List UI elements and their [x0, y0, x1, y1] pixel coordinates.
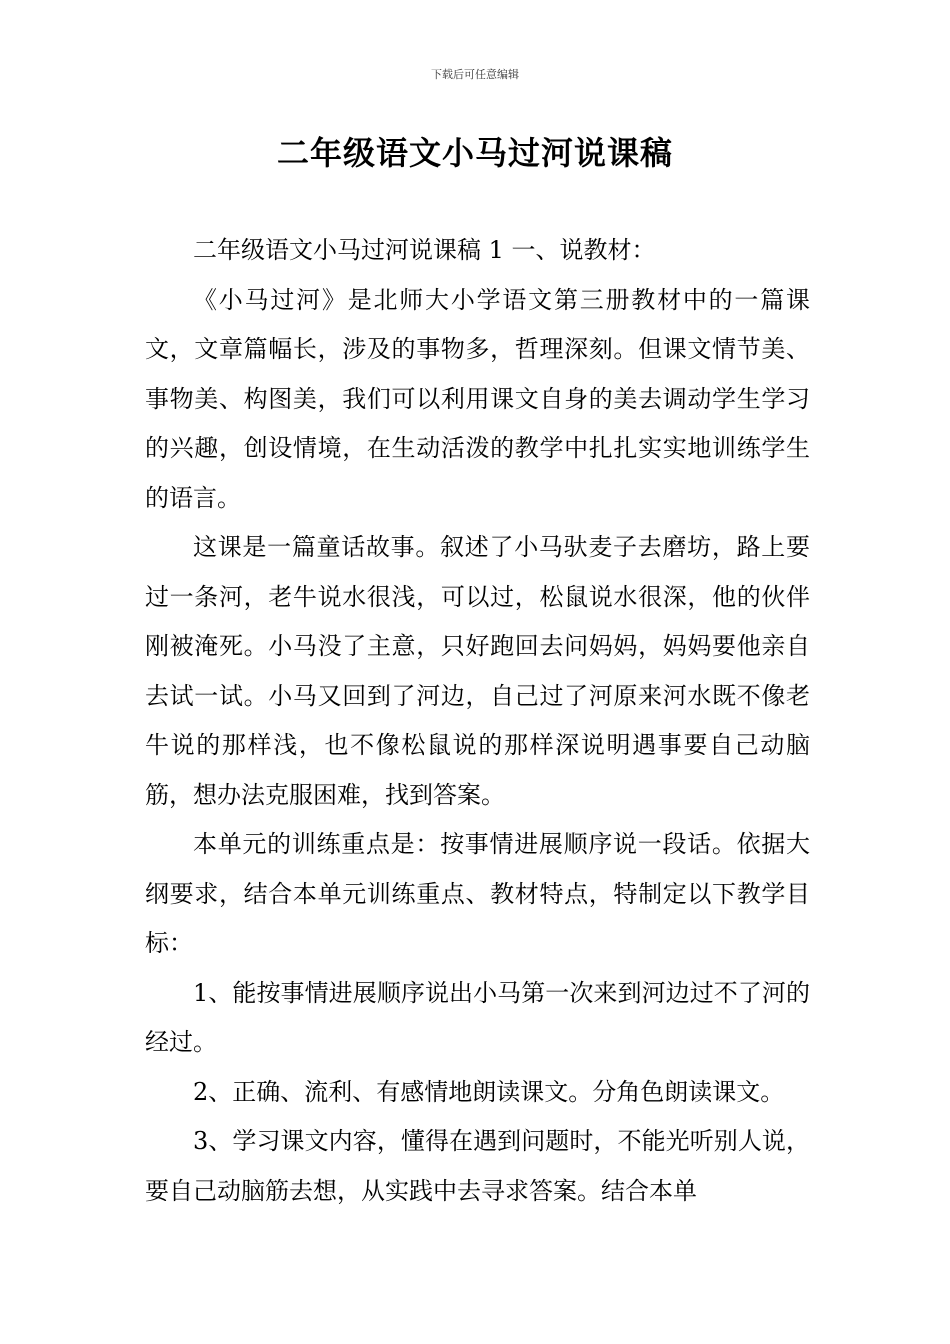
- document-body: [145, 226, 810, 1216]
- page-header-note: 下载后可任意编辑: [431, 68, 519, 81]
- paragraph: 1、能按事情进展顺序说出小马第一次来到河边过不了河的经过。: [145, 978, 810, 1056]
- paragraph: 二年级语文小马过河说课稿 1 一、说教材：: [193, 236, 656, 264]
- document-title: 二年级语文小马过河说课稿: [276, 134, 673, 172]
- paragraph: 《小马过河》是北师大小学语文第三册教材中的一篇课文，文章篇幅长，涉及的事物多，哲理深刻。但课文情节美、事物美、构图美，我们可以利用课文自身的美去调动学生学习的兴趣，创设情境，在生动活泼的教学中扎扎实实地训练学生的语言。: [145, 285, 810, 512]
- paragraph: 2、正确、流利、有感情地朗读课文。分角色朗读课文。: [193, 1077, 785, 1106]
- paragraph: 本单元的训练重点是：按事情进展顺序说一段话。依据大纲要求，结合本单元训练重点、教材特点，特制定以下教学目标：: [145, 830, 810, 957]
- paragraph: 3、学习课文内容，懂得在遇到问题时，不能光听别人说，要自己动脑筋去想，从实践中去寻求答案。结合本单: [145, 1127, 810, 1205]
- paragraph: 这课是一篇童话故事。叙述了小马驮麦子去磨坊，路上要过一条河，老牛说水很浅，可以过，松鼠说水很深，他的伙伴刚被淹死。小马没了主意，只好跑回去问妈妈，妈妈要他亲自去试一试。小马又回到了河边，自己过了河原来河水既不像老牛说的那样浅，也不像松鼠说的那样深说明遇事要自己动脑筋，想办法克服困难，找到答案。: [145, 533, 810, 809]
